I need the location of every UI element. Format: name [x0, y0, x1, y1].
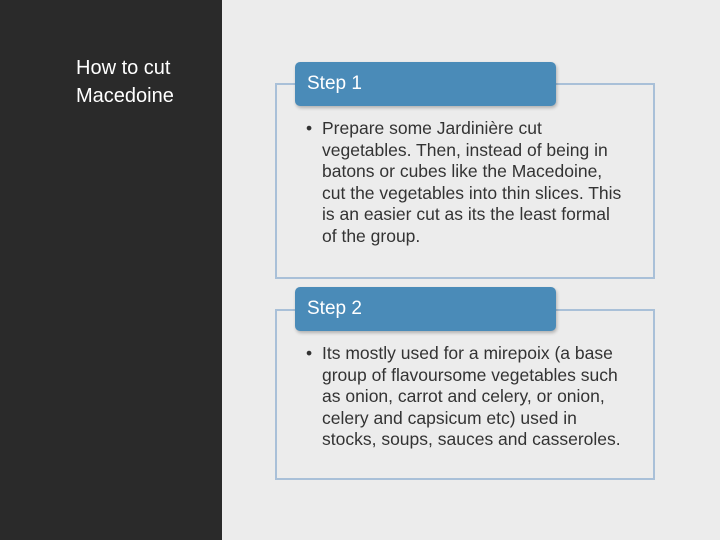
step-2-body: [306, 343, 622, 451]
step-1-bullet-item: [306, 118, 622, 248]
slide-title: How to cut Macedoine: [76, 57, 174, 107]
sidebar-panel: [0, 0, 222, 540]
step-2-heading: Step 2: [307, 298, 362, 319]
step-1-text: Prepare some Jardinière cut vegetables. Then, instead of being in batons or cubes like the Macedoine, cut the vegetables into thin slices. This is an easier cut as its the least formal of the group.: [322, 118, 622, 246]
step-2-header: [295, 287, 556, 331]
step-1-header: [295, 62, 556, 106]
bullet-icon: •: [306, 343, 313, 363]
step-1-body: [306, 118, 622, 248]
step-1-heading: Step 1: [307, 73, 362, 94]
step-2-bullet-item: [306, 343, 622, 451]
bullet-icon: •: [306, 118, 313, 138]
step-2-text: Its mostly used for a mirepoix (a base group of flavoursome vegetables such as onion, carrot and celery, or onion, celery and capsicum etc) used in stocks, soups, sauces and casseroles.: [322, 343, 621, 450]
